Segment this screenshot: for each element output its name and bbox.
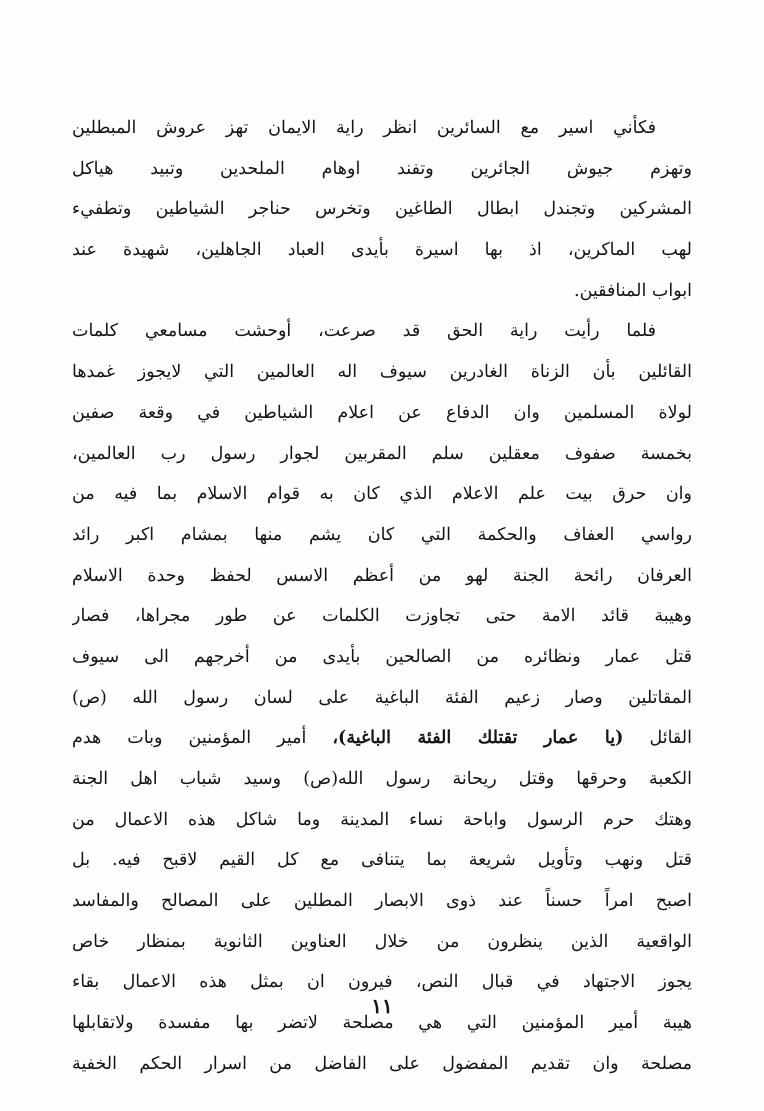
text-line-9: بخمسة صفوف معقلين سلم المقربين لجوار رسول رب العالمين، — [72, 443, 692, 464]
text-line-19: قتل ونهب وتأويل شريعة بما يتنافى مع كل القيم لاقبح فيه. بل — [72, 850, 692, 871]
text-line-11: رواسي العفاف والحكمة التي كان يشم منها بمشام اكبر رائد — [72, 524, 692, 545]
text-line-3: المشركين وتجندل ابطال الطاغين وتخرس حناجر الشياطين وتطفيء — [72, 199, 692, 220]
text-line-2: وتهزم جيوش الجائرين وتفند اوهام الملحدين وتبيد هياكل — [72, 158, 692, 179]
text-line-8: لولاة المسلمين وان الدفاع عن اعلام الشياطين في وقعة صفين — [72, 402, 692, 423]
text-line-10: وان حرق بيت علم الاعلام الذي كان به قوام الاسلام بما فيه من — [72, 484, 692, 505]
text-line-16-start: القائل — [649, 728, 692, 749]
text-line-20: اصبح امراً حسناً عند ذوى الابصار المطلين على المصالح والمفاسد — [72, 891, 692, 912]
text-line-22: يجوز الاجتهاد في قبال النص، فيرون ان بمثل هذه الاعمال بقاء — [72, 972, 692, 993]
text-line-16 — [72, 718, 692, 759]
text-line-4: لهب الماكرين، اذ بها اسيرة بأيدى العباد الجاهلين، شهيدة عند — [72, 240, 692, 261]
text-line-17: الكعبة وحرقها وقتل ريحانة رسول الله(ص) وسيد شباب اهل الجنة — [72, 769, 692, 789]
text-line-7: القائلين بأن الزناة الغادرين سيوف اله العالمين التي لايجوز غمدها — [72, 362, 692, 383]
page-number: ١١ — [371, 994, 393, 1018]
text-line-14: قتل عمار ونظائره من الصالحين بأيدى من أخرجهم الى سيوف — [72, 646, 692, 667]
text-line-15: المقاتلين وصار زعيم الفئة الباغية على لسان رسول الله (ص) — [72, 687, 692, 708]
body-text — [72, 108, 692, 1085]
text-line-13: وهيبة قائد الامة حتى تجاوزت الكلمات عن طور مجراها، فصار — [72, 606, 692, 627]
text-line-5: ابواب المنافقين. — [574, 280, 692, 301]
text-line-18: وهتك حرم الرسول واباحة نساء المدينة وما شاكل هذه الاعمال من — [72, 809, 692, 830]
text-line-6: فلما رأيت راية الحق قد صرعت، أوحشت مسامعي كلمات — [72, 321, 656, 342]
text-line-16-end: أمير المؤمنين وبات هدم — [72, 728, 307, 749]
text-line-1: فكأني اسير مع السائرين انظر راية الايمان تهز عروش المبطلين — [72, 118, 656, 138]
text-line-21: الواقعية الذين ينظرون من خلال العناوين الثانوية بمنظار خاص — [72, 931, 692, 952]
hadith-quote: (يا عمار تقتلك الفئة الباغية)، — [332, 728, 624, 749]
text-line-12: العرفان رائحة الجنة لهو من أعظم الاسس لحفظ وحدة الاسلام — [72, 565, 692, 586]
text-line-23: هيبة أمير المؤمنين التي هي مصلحة لاتضر بها مفسدة ولاتقابلها — [72, 1013, 692, 1034]
text-line-24: مصلحة وان تقديم المفضول على الفاضل من اسرار الحكم الخفية — [72, 1053, 692, 1074]
